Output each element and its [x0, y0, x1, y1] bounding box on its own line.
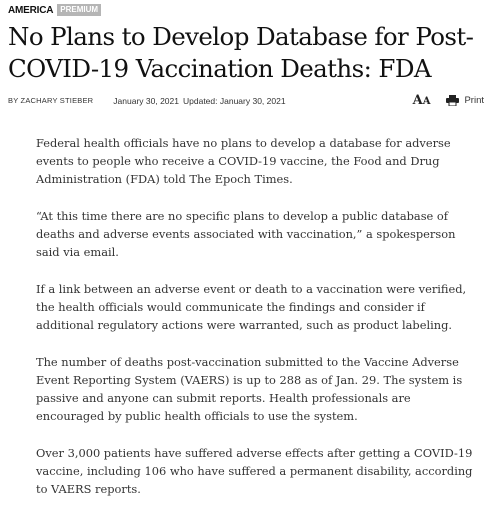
- font-size-large-glyph: A: [412, 93, 423, 108]
- font-size-small-glyph: A: [422, 96, 431, 107]
- article-body: [36, 134, 476, 517]
- article-paragraph: Over 3,000 patients have suffered adverse effects after getting a COVID-19 vaccine, including 106 who have suffered a permanent disability, according to VAERS reports.: [36, 446, 473, 496]
- article-paragraph: “At this time there are no specific plans to develop a public database of deaths and adverse events associated with vaccination,” a spokesperson said via email.: [36, 209, 456, 259]
- article-kicker: [8, 4, 101, 16]
- byline[interactable]: BY ZACHARY STIEBER: [8, 96, 94, 105]
- print-label: Print: [464, 95, 484, 106]
- article-paragraph: The number of deaths post-vaccination submitted to the Vaccine Adverse Event Reporting System (VAERS) is up to 288 as of Jan. 29. The system is passive and anyone can submit reports. Health professionals are encouraged by public health officials to use the system.: [36, 355, 463, 423]
- updated-date: Updated: January 30, 2021: [183, 95, 286, 106]
- printer-icon: [446, 95, 459, 106]
- premium-badge: PREMIUM: [57, 4, 101, 16]
- article-paragraph: If a link between an adverse event or death to a vaccination were verified, the health officials would communicate the findings and consider if additional regulatory actions were warranted, such as product labeling.: [36, 282, 467, 332]
- section-label[interactable]: AMERICA: [8, 4, 54, 16]
- print-button[interactable]: [446, 95, 484, 106]
- article-paragraph: Federal health officials have no plans to develop a database for adverse events to people who receive a COVID-19 vaccine, the Food and Drug Administration (FDA) told The Epoch Times.: [36, 136, 451, 186]
- article-tools: [413, 93, 484, 108]
- article-meta: [8, 93, 484, 108]
- publish-date: January 30, 2021: [113, 95, 179, 106]
- font-size-icon[interactable]: [413, 93, 431, 108]
- article-headline: No Plans to Develop Database for Post-COVID-19 Vaccination Deaths: FDA: [8, 22, 474, 83]
